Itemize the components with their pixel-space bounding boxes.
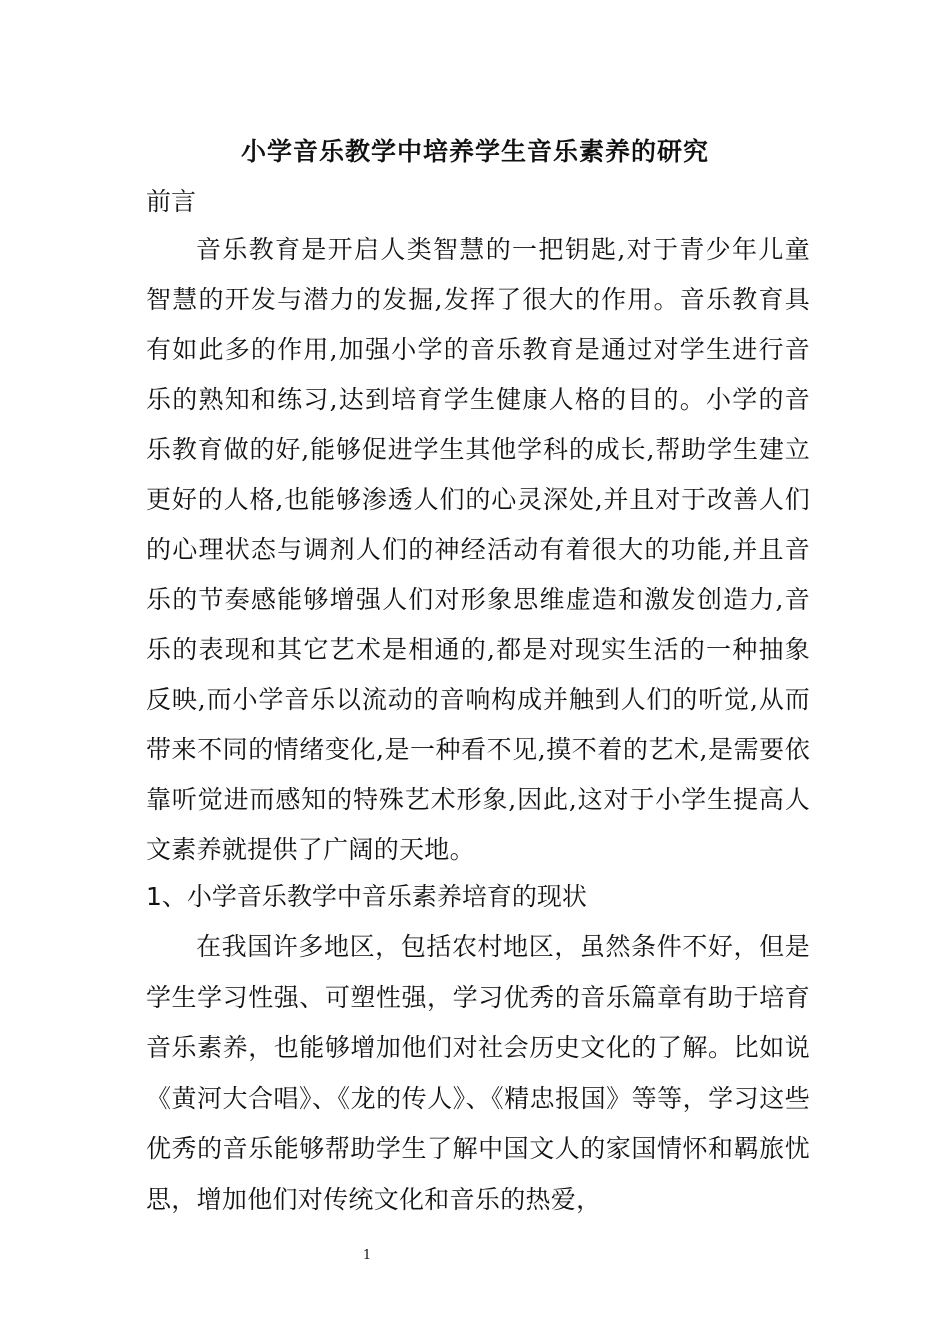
page-number: 1 bbox=[362, 1248, 372, 1263]
section-1-paragraph: 在我国许多地区，包括农村地区，虽然条件不好，但是学生学习性强、可塑性强，学习优秀的音乐篇章有助于培育音乐素养，也能够增加他们对社会历史文化的了解。比如说《黄河大合唱》、《龙的传人》、《精忠报国》等等，学习这些优秀的音乐能够帮助学生了解中国文人的家国情怀和羁旅忧思，增加他们对传统文化和音乐的热爱， bbox=[146, 932, 810, 1214]
preface-paragraph: 音乐教育是开启人类智慧的一把钥匙,对于青少年儿童智慧的开发与潜力的发掘,发挥了很大的作用。音乐教育具有如此多的作用,加强小学的音乐教育是通过对学生进行音乐的熟知和练习,达到培育学生健康人格的目的。小学的音乐教育做的好,能够促进学生其他学科的成长,帮助学生建立更好的人格,也能够渗透人们的心灵深处,并且对于改善人们的心理状态与调剂人们的神经活动有着很大的功能,并且音乐的节奏感能够增强人们对形象思维虚造和激发创造力,音乐的表现和其它艺术是相通的,都是对现实生活的一种抽象反映,而小学音乐以流动的音响构成并触到人们的听觉,从而带来不同的情绪变化,是一种看不见,摸不着的艺术,是需要依靠听觉进而感知的特殊艺术形象,因此,这对于小学生提高人文素养就提供了广阔的天地。 bbox=[146, 235, 810, 864]
document-title: 小学音乐教学中培养学生音乐素养的研究 bbox=[240, 137, 709, 166]
preface-heading: 前言 bbox=[146, 187, 197, 216]
section-1-heading: 1、小学音乐教学中音乐素养培育的现状 bbox=[146, 882, 587, 911]
